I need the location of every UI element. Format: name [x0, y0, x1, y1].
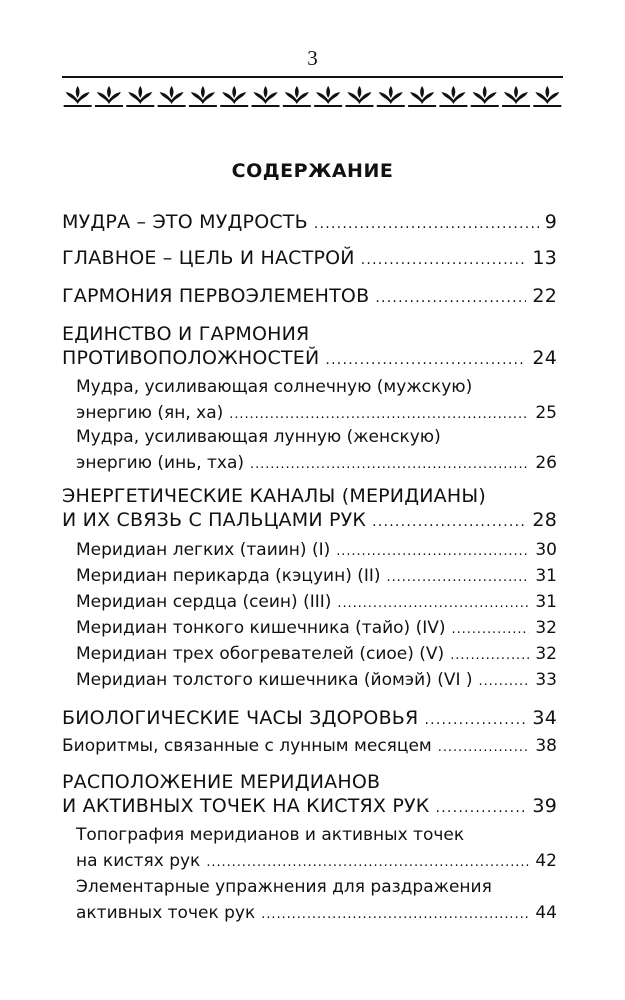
- entry-page: 31: [535, 566, 557, 586]
- toc-entry-meridian-tonkogo[interactable]: [76, 615, 557, 643]
- entry-title-line: РАСПОЛОЖЕНИЕ МЕРИДИАНОВ: [62, 771, 381, 793]
- entry-title: активных точек рук: [76, 903, 256, 923]
- entry-page: 26: [535, 453, 557, 473]
- floral-motif-icon: [158, 86, 186, 106]
- toc-entry-meridian-treh[interactable]: [76, 641, 557, 669]
- entry-page: 31: [535, 592, 557, 612]
- entry-title-line: Топография меридианов и активных точек: [76, 825, 465, 845]
- ornament-border: [62, 84, 563, 108]
- floral-motif-icon: [95, 86, 123, 106]
- entry-title: энергию (ян, ха): [76, 403, 224, 423]
- entry-page: 22: [532, 285, 557, 307]
- toc-entry-mudra[interactable]: [62, 210, 557, 236]
- toc-entry-meridian-legkih[interactable]: [76, 537, 557, 565]
- dot-leader: [337, 589, 529, 617]
- entry-page: 32: [535, 644, 557, 664]
- dot-leader: [372, 508, 526, 534]
- entry-title: ПРОТИВОПОЛОЖНОСТЕЙ: [62, 347, 320, 369]
- dot-leader: [314, 210, 539, 236]
- entry-title: Меридиан трех обогревателей (сиое) (V): [76, 644, 445, 664]
- entry-title: Меридиан тонкого кишечника (тайо) (IV): [76, 618, 446, 638]
- toc-entry-raspolozhenie[interactable]: [62, 770, 557, 820]
- dot-leader: [424, 706, 526, 732]
- floral-motif-icon: [439, 86, 467, 106]
- entry-page: 13: [532, 247, 557, 269]
- toc-entry-chasy[interactable]: [62, 706, 557, 732]
- entry-title: Меридиан сердца (сеин) (III): [76, 592, 332, 612]
- entry-page: 38: [535, 736, 557, 756]
- entry-page: 25: [535, 403, 557, 423]
- dot-leader: [336, 537, 529, 565]
- entry-page: 24: [532, 347, 557, 369]
- entry-title: ГЛАВНОЕ – ЦЕЛЬ И НАСТРОЙ: [62, 247, 355, 269]
- floral-ornament-icon: [62, 84, 563, 108]
- floral-motif-icon: [220, 86, 248, 106]
- floral-motif-icon: [314, 86, 342, 106]
- page-number: 3: [307, 46, 318, 70]
- dot-leader: [450, 641, 529, 669]
- entry-title: Меридиан перикарда (кэцуин) (II): [76, 566, 381, 586]
- floral-motif-icon: [283, 86, 311, 106]
- toc-entry-topografiya[interactable]: [76, 822, 557, 876]
- floral-motif-icon: [408, 86, 436, 106]
- floral-motif-icon: [471, 86, 499, 106]
- entry-page: 32: [535, 618, 557, 638]
- entry-page: 30: [535, 540, 557, 560]
- dot-leader: [387, 563, 530, 591]
- dot-leader: [452, 615, 530, 643]
- entry-title-line: Элементарные упражнения для раздражения: [76, 877, 492, 897]
- toc-entry-bioritmy[interactable]: [62, 733, 557, 761]
- toc-entry-meridian-serdca[interactable]: [76, 589, 557, 617]
- entry-page: 44: [535, 903, 557, 923]
- entry-title: ГАРМОНИЯ ПЕРВОЭЛЕМЕНТОВ: [62, 285, 370, 307]
- dot-leader: [325, 346, 526, 372]
- dot-leader: [250, 450, 529, 478]
- toc-entry-kanaly[interactable]: [62, 484, 557, 534]
- dot-leader: [375, 284, 526, 310]
- entry-title: Меридиан толстого кишечника (йомэй) (VI ): [76, 670, 473, 690]
- toc-entry-mudra-lunar[interactable]: [76, 424, 557, 478]
- entry-title: Биоритмы, связанные с лунным месяцем: [62, 736, 432, 756]
- floral-motif-icon: [377, 86, 405, 106]
- entry-title-line: Мудра, усиливающая солнечную (мужскую): [76, 377, 473, 397]
- entry-title: МУДРА – ЭТО МУДРОСТЬ: [62, 211, 308, 233]
- floral-motif-icon: [189, 86, 217, 106]
- entry-page: 39: [532, 795, 557, 817]
- toc-entry-glavnoe[interactable]: [62, 246, 557, 272]
- entry-title: И ИХ СВЯЗЬ С ПАЛЬЦАМИ РУК: [62, 509, 367, 531]
- dot-leader: [206, 848, 529, 876]
- toc-entry-uprazhneniya[interactable]: [76, 874, 557, 928]
- entry-page: 34: [532, 707, 557, 729]
- entry-title-line: Мудра, усиливающая лунную (женскую): [76, 427, 441, 447]
- entry-title: И АКТИВНЫХ ТОЧЕК НА КИСТЯХ РУК: [62, 795, 430, 817]
- entry-title: Меридиан легких (таиин) (I): [76, 540, 331, 560]
- dot-leader: [361, 246, 527, 272]
- toc-entry-meridian-perikarda[interactable]: [76, 563, 557, 591]
- dot-leader: [438, 733, 530, 761]
- floral-motif-icon: [64, 86, 92, 106]
- toc-entry-mudra-solar[interactable]: [76, 374, 557, 428]
- toc-entry-edinstvo[interactable]: [62, 322, 557, 372]
- entry-page: 28: [532, 509, 557, 531]
- dot-leader: [436, 794, 527, 820]
- dot-leader: [261, 900, 529, 928]
- entry-title-line: ЕДИНСТВО И ГАРМОНИЯ: [62, 323, 310, 345]
- floral-motif-icon: [533, 86, 561, 106]
- entry-page: 42: [535, 851, 557, 871]
- top-rule: [62, 76, 563, 78]
- floral-motif-icon: [345, 86, 373, 106]
- dot-leader: [479, 667, 530, 695]
- entry-page: 33: [535, 670, 557, 690]
- entry-title: БИОЛОГИЧЕСКИЕ ЧАСЫ ЗДОРОВЬЯ: [62, 707, 419, 729]
- entry-title-line: ЭНЕРГЕТИЧЕСКИЕ КАНАЛЫ (МЕРИДИАНЫ): [62, 485, 486, 507]
- floral-motif-icon: [252, 86, 280, 106]
- entry-page: 9: [544, 211, 557, 233]
- entry-title: энергию (инь, тха): [76, 453, 245, 473]
- floral-motif-icon: [502, 86, 530, 106]
- floral-motif-icon: [126, 86, 154, 106]
- entry-title: на кистях рук: [76, 851, 201, 871]
- toc-entry-garmoniya[interactable]: [62, 284, 557, 310]
- toc-title: СОДЕРЖАНИЕ: [231, 160, 394, 182]
- toc-entry-meridian-tolstogo[interactable]: [76, 667, 557, 695]
